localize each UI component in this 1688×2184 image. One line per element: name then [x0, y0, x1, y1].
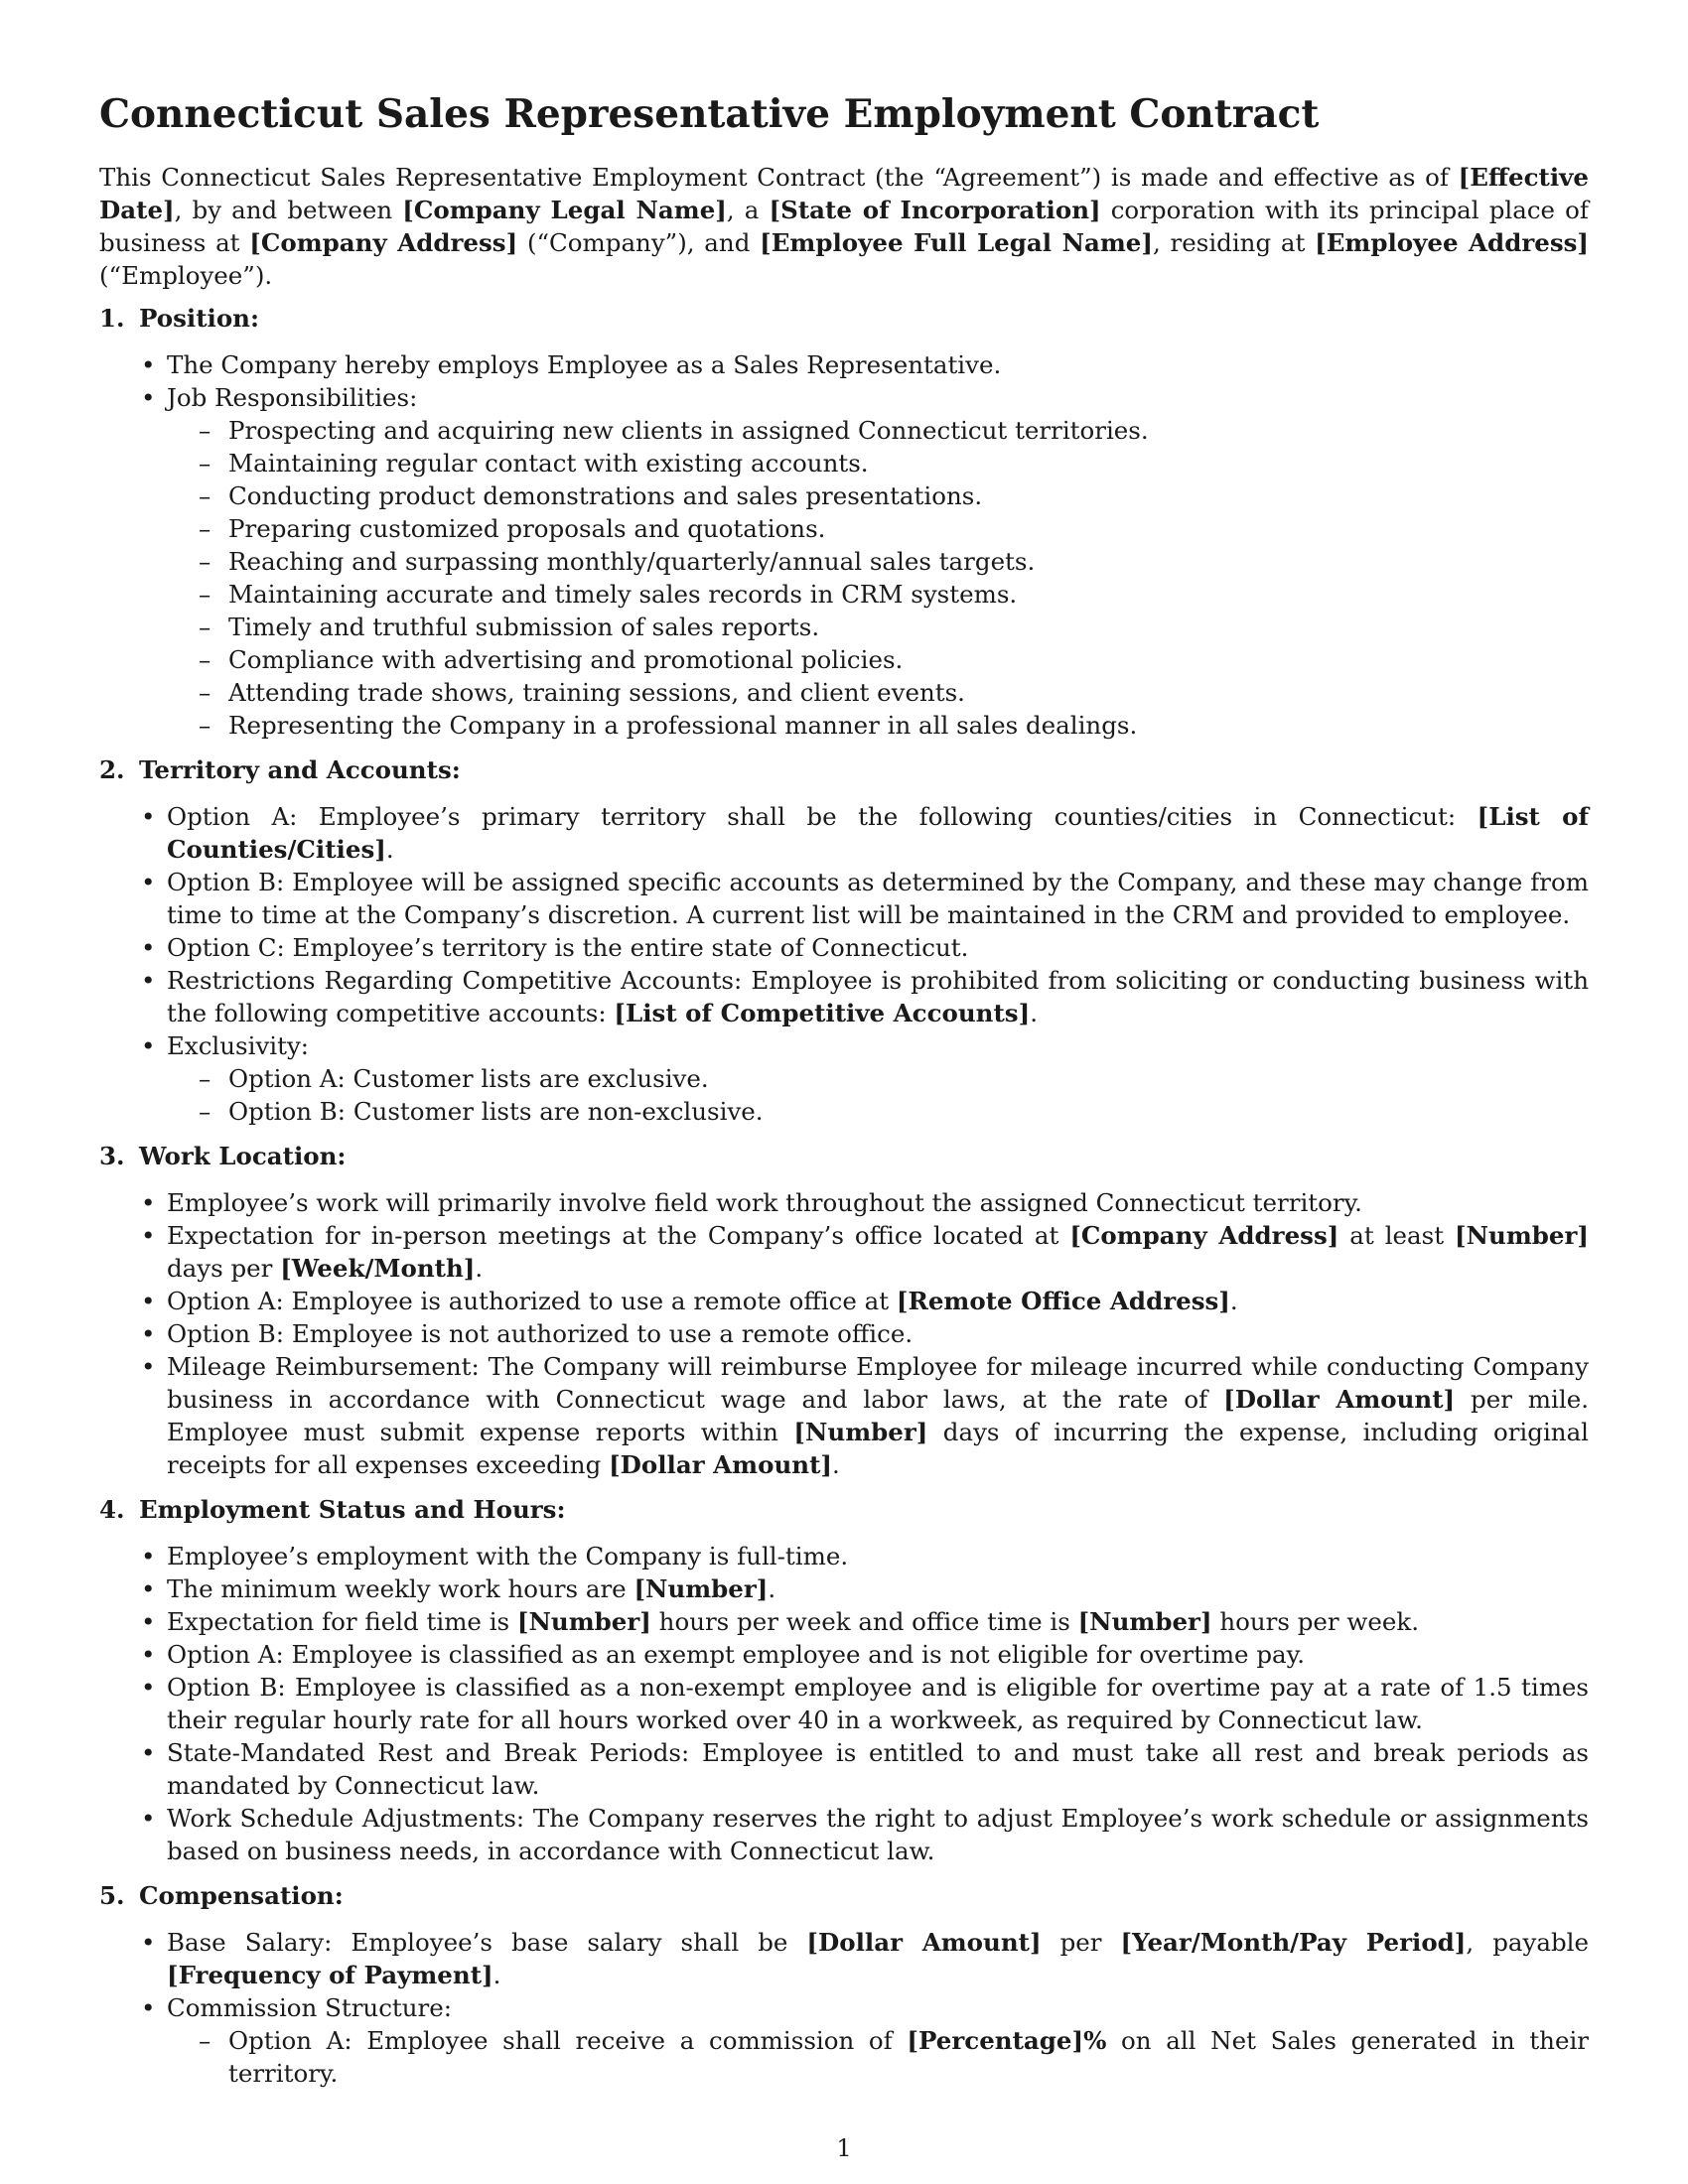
period-placeholder: [Week/Month]: [280, 1254, 476, 1283]
section-employment-status: [99, 1493, 1589, 1867]
section-heading: 4. Employment Status and Hours:: [99, 1495, 566, 1524]
intro-text: corporation with its principal place of business at: [99, 196, 1589, 257]
section-compensation: [99, 1879, 1589, 2090]
list-item: – Option B: Customer lists are non-exclusive.: [167, 1095, 1589, 1128]
list-item: – Option A: Employee shall receive a commission of [Percentage]% on all Net Sales generated in their territory.: [167, 2024, 1589, 2090]
list-item: – Representing the Company in a professional manner in all sales dealings.: [167, 709, 1589, 742]
intro-paragraph: [99, 161, 1589, 292]
section-heading: 3. Work Location:: [99, 1142, 347, 1170]
list-item: • Expectation for field time is [Number] hours per week and office time is [Number] hours per week.: [99, 1605, 1589, 1638]
list-item: – Attending trade shows, training sessions, and client events.: [167, 676, 1589, 709]
pay-period-placeholder: [Year/Month/Pay Period]: [1120, 1928, 1467, 1957]
list-item: • Expectation for in-person meetings at the Company’s office located at [Company Address] at least [Number] days per [Week/Month].: [99, 1219, 1589, 1285]
company-address-placeholder: [Company Address]: [1069, 1221, 1339, 1250]
document-title: Connecticut Sales Representative Employment Contract: [99, 91, 1320, 137]
intro-text: , residing at: [1152, 228, 1316, 257]
list-item: – Compliance with advertising and promotional policies.: [167, 643, 1589, 676]
list-item: • Job Responsibilities: – Prospecting and acquiring new clients in assigned Connecticut territories. – Maintaining regular contact with existing accounts. – Conducting product demonstrations and sales presentations. – Preparing customized proposals and quotations. – Reaching and surpassing monthly/quarterly/annual sales targets. – Maintaining accurate and timely sales records in CRM systems. – Timely and truthful submission of sales reports. – Compliance with advertising and promotional policies. – Attending trade shows, training sessions, and client events. – Representing the Company in a professional manner in all sales dealings.: [99, 381, 1589, 742]
list-item: • Option A: Employee is classified as an exempt employee and is not eligible for overtime pay.: [99, 1638, 1589, 1671]
intro-text: This Connecticut Sales Representative Employment Contract (the “Agreement”) is made and effective as of: [99, 163, 1459, 192]
list-item: • Option C: Employee’s territory is the entire state of Connecticut.: [99, 931, 1589, 964]
dollar-amount-placeholder: [Dollar Amount]: [1223, 1385, 1456, 1414]
list-item: • Restrictions Regarding Competitive Accounts: Employee is prohibited from soliciting or conducting business with the following competitive accounts: [List of Competitive Accounts].: [99, 964, 1589, 1029]
section-territory: [99, 753, 1589, 1128]
number-placeholder: [Number]: [633, 1574, 769, 1603]
list-item: • Option B: Employee is classified as a non-exempt employee and is eligible for overtime pay at a rate of 1.5 times their regular hourly rate for all hours worked over 40 in a workweek, as required by Connecticut law.: [99, 1671, 1589, 1736]
list-item: • Mileage Reimbursement: The Company will reimburse Employee for mileage incurred while conducting Company business in accordance with Connecticut wage and labor laws, at the rate of [Dollar Amount] per mile. Employee must submit expense reports within [Number] days of incurring the expense, including original receipts for all expenses exceeding [Dollar Amount].: [99, 1350, 1589, 1481]
competitive-accounts-placeholder: [List of Competitive Accounts]: [614, 999, 1031, 1027]
list-item: – Reaching and surpassing monthly/quarterly/annual sales targets.: [167, 545, 1589, 578]
list-item: – Preparing customized proposals and quotations.: [167, 512, 1589, 545]
dollar-amount-placeholder: [Dollar Amount]: [609, 1450, 832, 1479]
responsibilities-list: [167, 414, 1589, 742]
list-item: • Exclusivity: – Option A: Customer lists are exclusive. – Option B: Customer lists are non-exclusive.: [99, 1029, 1589, 1128]
list-item: • State-Mandated Rest and Break Periods: Employee is entitled to and must take all rest and break periods as mandated by Connecticut law.: [99, 1736, 1589, 1802]
list-item: • Option B: Employee is not authorized to use a remote office.: [99, 1317, 1589, 1350]
employee-name-placeholder: [Employee Full Legal Name]: [760, 228, 1153, 257]
section-heading: 5. Compensation:: [99, 1881, 344, 1910]
number-placeholder: [Number]: [516, 1607, 651, 1636]
effective-date-placeholder: [Effective Date]: [99, 163, 1589, 224]
list-item: – Option A: Customer lists are exclusive.: [167, 1062, 1589, 1095]
company-address-placeholder: [Company Address]: [249, 228, 518, 257]
list-item: – Timely and truthful submission of sales reports.: [167, 611, 1589, 643]
company-legal-name-placeholder: [Company Legal Name]: [402, 196, 727, 224]
remote-office-placeholder: [Remote Office Address]: [896, 1287, 1230, 1315]
list-item: • The minimum weekly work hours are [Number].: [99, 1572, 1589, 1605]
list-item: • Option A: Employee’s primary territory shall be the following counties/cities in Connecticut: [List of Counties/Cities].: [99, 800, 1589, 866]
list-item: • The Company hereby employs Employee as a Sales Representative.: [99, 348, 1589, 381]
section-position: [99, 302, 1589, 742]
list-item: • Work Schedule Adjustments: The Company reserves the right to adjust Employee’s work schedule or assignments based on business needs, in accordance with Connecticut law.: [99, 1802, 1589, 1867]
percentage-placeholder: [Percentage]%: [907, 2026, 1107, 2055]
number-placeholder: [Number]: [793, 1418, 928, 1446]
list-item: • Employee’s employment with the Company is full-time.: [99, 1540, 1589, 1572]
list-item: – Prospecting and acquiring new clients in assigned Connecticut territories.: [167, 414, 1589, 447]
section-heading: 2. Territory and Accounts:: [99, 755, 461, 784]
list-item: – Maintaining accurate and timely sales records in CRM systems.: [167, 578, 1589, 611]
dollar-amount-placeholder: [Dollar Amount]: [806, 1928, 1042, 1957]
employee-address-placeholder: [Employee Address]: [1315, 228, 1589, 257]
counties-placeholder: [List of Counties/Cities]: [167, 802, 1589, 864]
list-item: • Commission Structure: – Option A: Employee shall receive a commission of [Percentage]% on all Net Sales generated in their territory.: [99, 1991, 1589, 2090]
list-item: • Employee’s work will primarily involve field work throughout the assigned Connecticut territory.: [99, 1186, 1589, 1219]
list-item: – Maintaining regular contact with existing accounts.: [167, 447, 1589, 479]
section-work-location: [99, 1140, 1589, 1481]
intro-text: (“Employee”).: [99, 261, 273, 290]
intro-text: , a: [726, 196, 770, 224]
sections-list: [99, 302, 1589, 2090]
list-item: – Conducting product demonstrations and sales presentations.: [167, 479, 1589, 512]
section-heading: 1. Position:: [99, 304, 260, 333]
intro-text: (“Company”), and: [517, 228, 761, 257]
intro-text: , by and between: [174, 196, 403, 224]
list-item: • Base Salary: Employee’s base salary shall be [Dollar Amount] per [Year/Month/Pay Period], payable [Frequency of Payment].: [99, 1926, 1589, 1991]
frequency-placeholder: [Frequency of Payment]: [167, 1961, 493, 1989]
list-item: • Option A: Employee is authorized to use a remote office at [Remote Office Address].: [99, 1285, 1589, 1317]
list-item: • Option B: Employee will be assigned specific accounts as determined by the Company, and these may change from time to time at the Company’s discretion. A current list will be maintained in the CRM and provided to employee.: [99, 866, 1589, 931]
number-placeholder: [Number]: [1077, 1607, 1212, 1636]
state-placeholder: [State of Incorporation]: [769, 196, 1101, 224]
number-placeholder: [Number]: [1455, 1221, 1589, 1250]
page-number: 1: [836, 2134, 852, 2162]
document-page: [99, 89, 1589, 2102]
